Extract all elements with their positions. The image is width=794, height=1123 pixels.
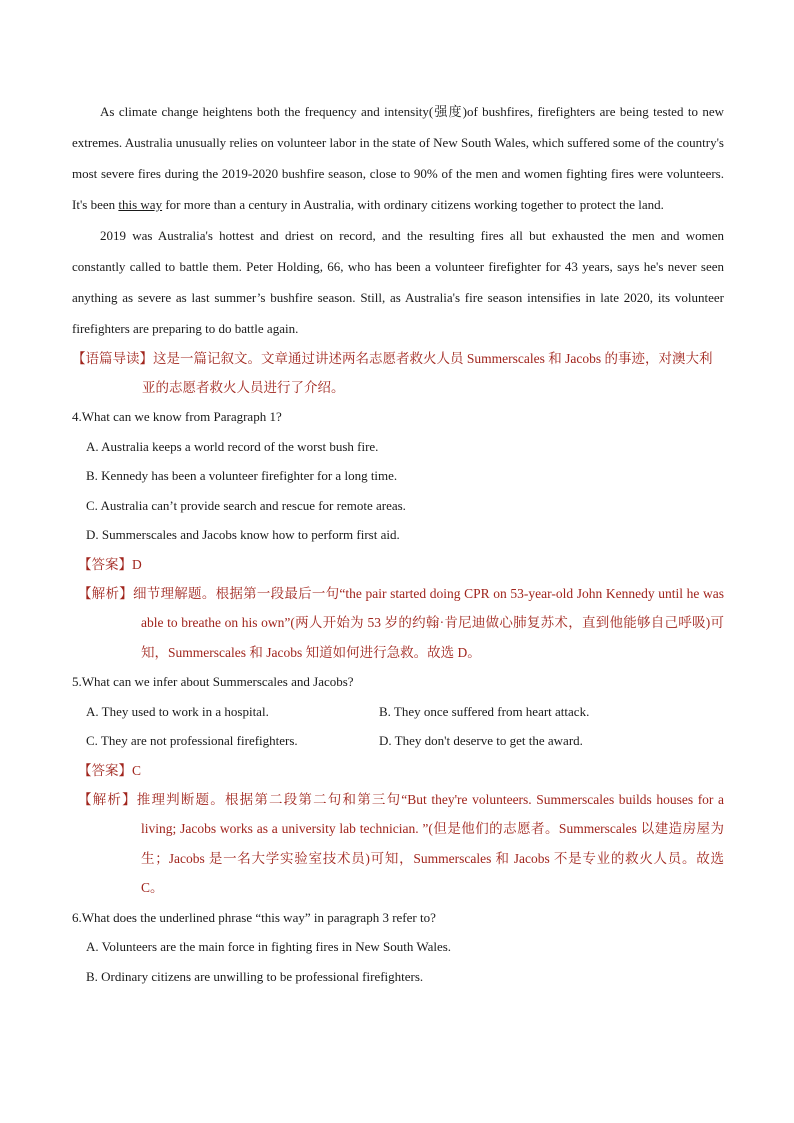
option-a: A. Volunteers are the main force in fighting fires in New South Wales.: [86, 939, 452, 954]
option-c: C. Australia can’t provide search and rescue for remote areas.: [86, 497, 406, 513]
answer-tag: 【答案】: [78, 556, 132, 572]
passage-paragraph-2: 2019 was Australia's hottest and driest on record, and the resulting fires all but exhausted the men and women constantly called to battle them. Peter Holding, 66, who has been a volunteer firefighter for 43 years, says he's never seen anything as severe as last summer’s bushfire season. Still, as Australia's fire season intensifies in late 2020, its volunteer firefighters are preparing to do battle again.: [72, 228, 724, 336]
option-a: A. They used to work in a hospital.: [86, 703, 269, 719]
option-c: C. They are not professional firefighters.: [86, 733, 298, 748]
question-stem: 6.What does the underlined phrase “this way” in paragraph 3 refer to?: [72, 909, 436, 925]
option-b: B. Ordinary citizens are unwilling to be professional firefighters.: [86, 968, 424, 984]
explanation: [72, 785, 724, 903]
answer-line: [72, 756, 724, 785]
option-d: D. Summerscales and Jacobs know how to perform first aid.: [86, 527, 400, 542]
page-content: [72, 96, 724, 991]
option-row: [72, 726, 724, 756]
answer-tag: 【答案】: [78, 762, 132, 778]
answer-line: [72, 550, 724, 579]
option-row: [72, 697, 724, 727]
option-a: A. Australia keeps a world record of the worst bush fire.: [86, 438, 379, 454]
underlined-phrase: this way: [118, 197, 163, 212]
reading-guide: [72, 344, 724, 402]
explanation-tag: 【解析】: [78, 791, 137, 807]
reading-guide-text: 这是一篇记叙文。文章通过讲述两名志愿者救火人员 Summerscales 和 Jacobs 的事迹，对澳大利亚的志愿者救火人员进行了介绍。: [142, 351, 713, 395]
question-stem: 4.What can we know from Paragraph 1?: [72, 409, 282, 424]
passage-p1-text-b: for more than a century in Australia, with ordinary citizens working together to protect the land.: [162, 197, 664, 212]
explanation-text: 细节理解题。根据第一段最后一句“the pair started doing CPR on 53-year-old John Kennedy until he was able to breathe on his own”(两人开始为 53 岁的约翰·肯尼迪做心肺复苏术，直到他能够自己呼吸)可知，Summerscales 和 Jacobs 知道如何进行急救。故选 D。: [133, 585, 724, 660]
answer-value: C: [132, 762, 142, 778]
explanation-text: 推理判断题。根据第二段第二句和第三句“But they're volunteers. Summerscales builds houses for a living; Jacobs works as a university lab technician. ”(但是他们的志愿者。Summerscales 以建造房屋为生；Jacobs 是一名大学实验室技术员)可知，Summerscales 和 Jacobs 不是专业的救火人员。故选 C。: [136, 791, 724, 895]
passage-p1-text-a: As climate change heightens both the frequency and intensity(强度)of bushfires, firefighters are being tested to new extremes. Australia unusually relies on volunteer labor in the state of New South Wales, which suffered some of the country's most severe fires during the 2019-2020 bushfire season, close to 90% of the men and women fighting fires were volunteers. It's been: [72, 104, 724, 212]
answer-value: D: [132, 556, 142, 572]
option-b: B. Kennedy has been a volunteer firefighter for a long time.: [86, 468, 398, 483]
explanation: [72, 579, 724, 668]
reading-guide-tag: 【语篇导读】: [72, 351, 153, 366]
option-d: D. They don't deserve to get the award.: [379, 733, 583, 748]
question-stem: 5.What can we infer about Summerscales and Jacobs?: [72, 674, 354, 689]
passage-paragraph-1: [72, 96, 724, 220]
explanation-tag: 【解析】: [78, 585, 134, 601]
option-b: B. They once suffered from heart attack.: [379, 703, 590, 719]
